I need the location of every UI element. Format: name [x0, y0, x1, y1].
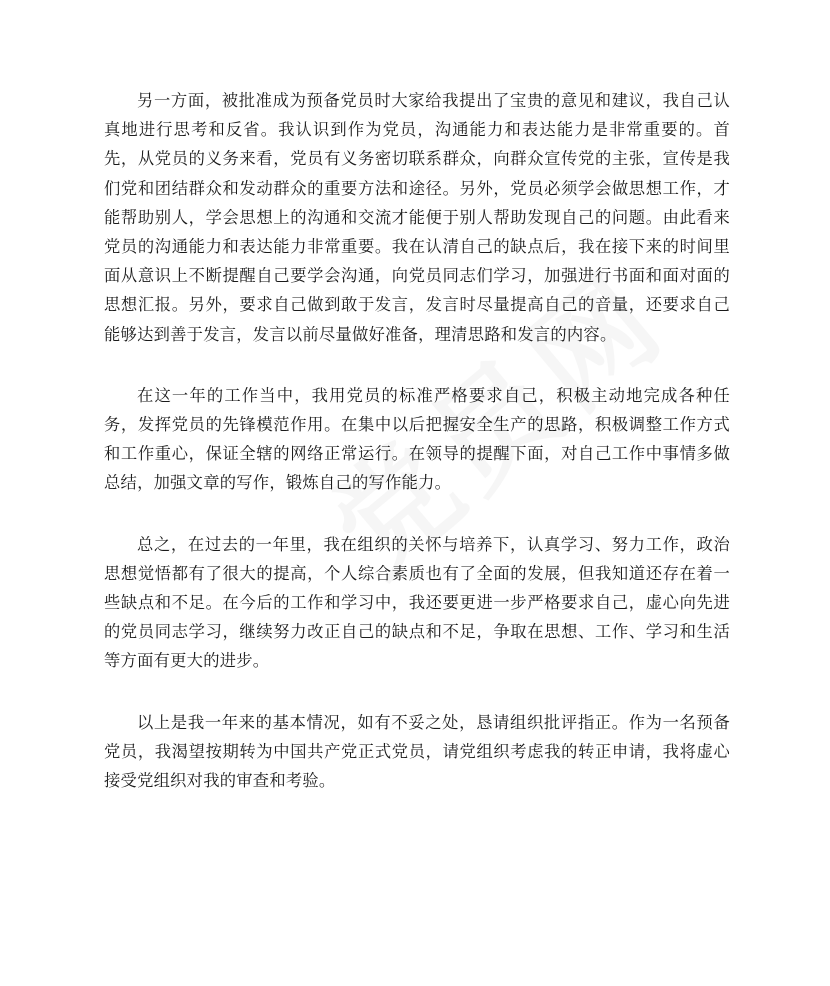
document-body — [104, 86, 730, 827]
paragraph-3: 总之，在过去的一年里，我在组织的关怀与培养下，认真学习、努力工作，政治思想觉悟都有了很大的提高，个人综合素质也有了全面的发展，但我知道还存在着一些缺点和不足。在今后的工作和学习中，我还要更进一步严格要求自己，虚心向先进的党员同志学习，继续努力改正自己的缺点和不足，争取在思想、工作、学习和生活等方面有更大的进步。 — [104, 534, 730, 671]
paragraph-1: 另一方面，被批准成为预备党员时大家给我提出了宝贵的意见和建议，我自己认真地进行思考和反省。我认识到作为党员，沟通能力和表达能力是非常重要的。首先，从党员的义务来看，党员有义务密切联系群众，向群众宣传党的主张，宣传是我们党和团结群众和发动群众的重要方法和途径。另外，党员必须学会做思想工作，才能帮助别人，学会思想上的沟通和交流才能便于别人帮助发现自己的问题。由此看来党员的沟通能力和表达能力非常重要。我在认清自己的缺点后，我在接下来的时间里面从意识上不断提醒自己要学会沟通，向党员同志们学习，加强进行书面和面对面的思想汇报。另外，要求自己做到敢于发言，发言时尽量提高自己的音量，还要求自己能够达到善于发言，发言以前尽量做好准备，理清思路和发言的内容。 — [104, 91, 730, 344]
paragraph-2: 在这一年的工作当中，我用党员的标准严格要求自己，积极主动地完成各种任务，发挥党员的先锋模范作用。在集中以后把握安全生产的思路，积极调整工作方式和工作重心，保证全辖的网络正常运行。在领导的提醒下面，对自己工作中事情多做总结，加强文章的写作，锻炼自己的写作能力。 — [104, 385, 730, 493]
paragraph-4: 以上是我一年来的基本情况，如有不妥之处，恳请组织批评指正。作为一名预备党员，我渴望按期转为中国共产党正式党员，请党组织考虑我的转正申请，我将虚心接受党组织对我的审查和考验。 — [104, 712, 730, 791]
